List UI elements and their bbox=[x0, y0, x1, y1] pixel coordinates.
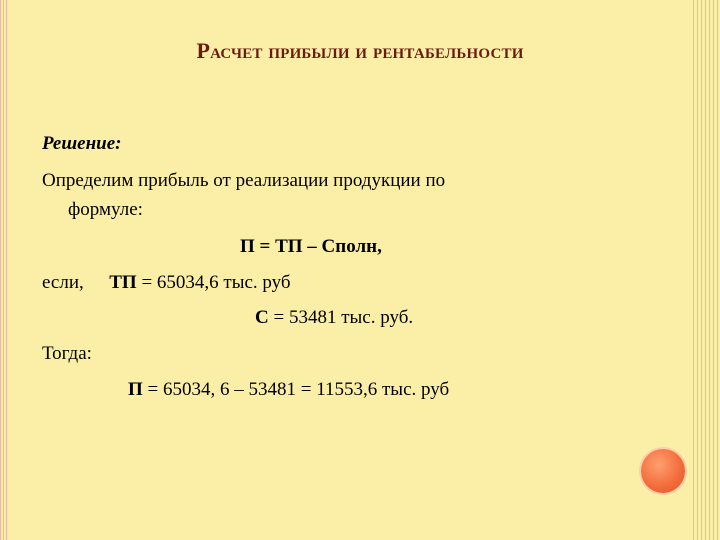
formula: П = ТП – Cполн, bbox=[240, 236, 382, 257]
then-label: Тогда: bbox=[42, 343, 92, 364]
result-line bbox=[128, 379, 449, 401]
c-line bbox=[255, 307, 413, 329]
tp-value: = 65034,6 тыс. руб bbox=[136, 272, 291, 293]
tp-line bbox=[42, 272, 291, 294]
right-border-decoration bbox=[690, 0, 720, 540]
decorative-circle bbox=[641, 449, 685, 493]
slide-title: Расчет прибыли и рентабельности bbox=[196, 38, 524, 63]
solution-heading: Решение: bbox=[42, 133, 122, 154]
result-label: П bbox=[128, 379, 143, 400]
intro-line-2: формуле: bbox=[68, 199, 143, 220]
result-value: = 65034, 6 – 53481 = 11553,6 тыс. руб bbox=[142, 379, 450, 400]
left-border-decoration bbox=[0, 0, 8, 540]
c-value: = 53481 тыс. руб. bbox=[268, 307, 414, 328]
intro-line-1: Определим прибыль от реализации продукции по bbox=[42, 170, 446, 191]
if-label: если, bbox=[42, 272, 84, 293]
tp-label: ТП bbox=[109, 272, 137, 293]
c-label: С bbox=[255, 307, 269, 328]
